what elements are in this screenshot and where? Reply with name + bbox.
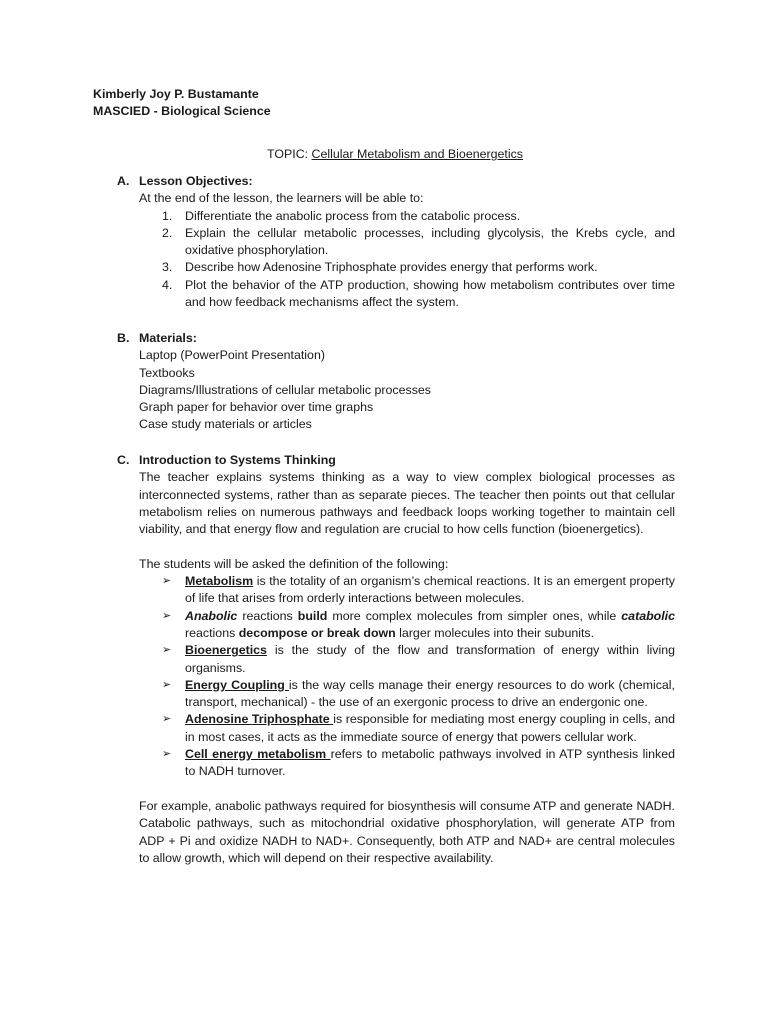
section-letter: B. — [117, 331, 130, 345]
term: Metabolism — [185, 574, 254, 589]
arrow-bullet-icon: ➢ — [162, 678, 172, 691]
list-item: Case study materials or articles — [139, 417, 312, 432]
item-text: Plot the behavior of the ATP production, showing how metabolism contributes over time and how feedback mechanisms affect the system. — [185, 277, 675, 310]
definition-text: reactions — [237, 608, 298, 623]
list-item: Diagrams/Illustrations of cellular metabolic processes — [139, 382, 431, 397]
objectives-intro: At the end of the lesson, the learners will be able to: — [139, 191, 424, 206]
arrow-bullet-icon: ➢ — [162, 575, 172, 588]
section-heading — [117, 173, 675, 190]
item-number: 3. — [162, 260, 173, 275]
intro-paragraph: The teacher explains systems thinking as a way to view complex biological processes as interconnected systems, rather than as separate pieces. The teacher then points out that cellular metabolism relies on numerous pathways and feedback loops working together to maintain cell viability, and that energy flow and regulation are crucial to how cells function (bioenergetics). — [139, 470, 675, 537]
list-item — [139, 642, 675, 677]
list-item — [139, 573, 675, 608]
section-title: Lesson Objectives: — [139, 174, 253, 188]
list-item — [139, 711, 675, 746]
list-item — [139, 746, 675, 781]
objectives-list — [139, 208, 675, 312]
definition-text: is responsible for mediating most energy coupling in cells, and in most cases, it acts as the immediate source of energy that powers cellular work. — [185, 712, 675, 744]
example-paragraph: For example, anabolic pathways required for biosynthesis will consume ATP and generate NADH. Catabolic pathways, such as mitochondrial oxidative phosphorylation, will generate ATP from ADP + Pi and oxidize NADH to NAD+. Consequently, both ATP and NAD+ are central molecules to allow growth, which will depend on their respective availability. — [139, 798, 675, 865]
section-title: Introduction to Systems Thinking — [139, 453, 336, 467]
topic-title: Cellular Metabolism and Bioenergetics — [311, 147, 523, 161]
definition-text: more complex molecules from simpler ones, while — [327, 608, 622, 623]
definition-text: refers to metabolic pathways involved in ATP synthesis linked to NADH turnover. — [185, 747, 675, 779]
definitions-list — [139, 573, 675, 781]
author-program: MASCIED - Biological Science — [93, 104, 271, 119]
section-letter: C. — [117, 453, 130, 467]
term: Energy Coupling — [185, 677, 289, 692]
list-item — [139, 225, 675, 260]
materials-list — [139, 347, 675, 433]
list-item — [139, 259, 675, 276]
emphasis: decompose or break down — [238, 625, 396, 640]
section-heading — [117, 330, 675, 347]
section-letter: A. — [117, 174, 130, 188]
list-item: Graph paper for behavior over time graphs — [139, 400, 374, 415]
item-text: Differentiate the anabolic process from the catabolic process. — [185, 208, 521, 223]
arrow-bullet-icon: ➢ — [162, 713, 172, 726]
list-item: Laptop (PowerPoint Presentation) — [139, 348, 325, 363]
definition-text: is the totality of an organism’s chemical reactions. It is an emergent property of life that arises from orderly interactions between molecules. — [185, 574, 675, 606]
section-heading — [117, 452, 675, 469]
arrow-bullet-icon: ➢ — [162, 748, 172, 761]
topic-line — [0, 146, 768, 163]
author-name: Kimberly Joy P. Bustamante — [93, 87, 259, 101]
arrow-bullet-icon: ➢ — [162, 644, 172, 657]
list-item — [139, 608, 675, 643]
section-systems-thinking — [117, 452, 675, 867]
section-lesson-objectives — [117, 173, 675, 311]
definition-text: reactions — [185, 625, 239, 640]
term: Cell energy metabolism — [185, 747, 331, 762]
list-item — [139, 208, 675, 225]
definition-text: is the way cells manage their energy resources to do work (chemical, transport, mechanical) - the use of an exergonic process to drive an endergonic one. — [185, 677, 675, 710]
term: Bioenergetics — [185, 643, 267, 658]
list-item — [139, 277, 675, 312]
definition-text: is the study of the flow and transformation of energy within living organisms. — [185, 643, 675, 675]
emphasis: build — [297, 608, 328, 623]
item-number: 1. — [162, 208, 173, 223]
item-text: Explain the cellular metabolic processes, including glycolysis, the Krebs cycle, and oxidative phosphorylation. — [185, 225, 675, 258]
list-item: Textbooks — [139, 365, 195, 380]
arrow-bullet-icon: ➢ — [162, 609, 172, 622]
definition-text: larger molecules into their subunits. — [395, 625, 595, 640]
section-title: Materials: — [139, 331, 197, 345]
section-materials — [117, 330, 675, 434]
item-text: Describe how Adenosine Triphosphate provides energy that performs work. — [185, 260, 598, 275]
author-block — [93, 86, 271, 121]
item-number: 2. — [162, 225, 173, 240]
term: Anabolic — [185, 608, 238, 623]
definitions-intro: The students will be asked the definition of the following: — [139, 556, 449, 571]
term: catabolic — [621, 608, 675, 623]
topic-label: TOPIC: — [267, 147, 309, 161]
list-item — [139, 677, 675, 712]
item-number: 4. — [162, 277, 173, 292]
term: Adenosine Triphosphate — [185, 712, 334, 727]
